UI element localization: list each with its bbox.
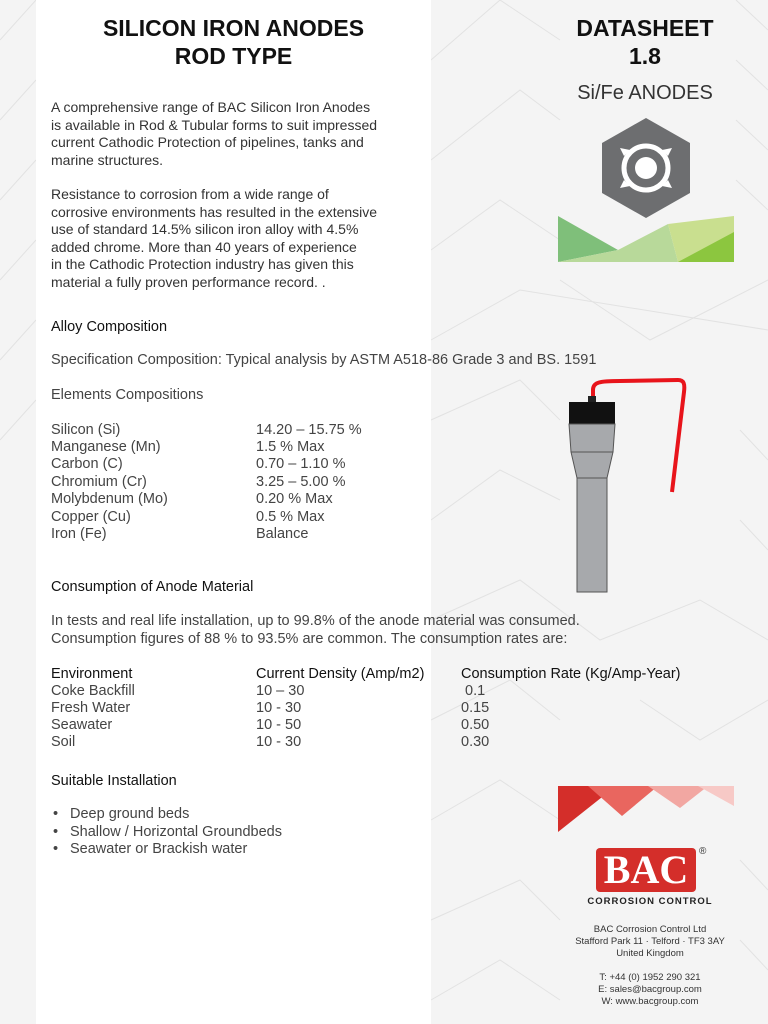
intro-paragraph-1: A comprehensive range of BAC Silicon Iron Anodes is available in Rod & Tubular forms to suit impressed current Cathodic Protection of pipelines, tanks and marine structures. [51,99,378,168]
datasheet-number: DATASHEET 1.8 [576,15,714,69]
page-title: SILICON IRON ANODES ROD TYPE [102,15,365,69]
list-item: • Shallow / Horizontal Groundbeds [51,824,282,842]
consumption-heading: Consumption of Anode Material [51,579,254,595]
email-link[interactable]: E: sales@bacgroup.com [598,984,702,995]
anode-hexagon-icon [558,112,734,264]
registered-mark: ® [699,846,707,857]
consumption-text: In tests and real life installation, up to 99.8% of the anode material was consumed. Consumption figures of 88 % to 93.5% are common. The consumption rates are: [51,613,580,647]
installation-heading: Suitable Installation [51,773,177,789]
anode-rod-illustration [560,372,690,596]
list-item: • Seawater or Brackish water [51,841,282,859]
website-link[interactable]: W: www.bacgroup.com [601,996,699,1007]
intro-paragraph-2: Resistance to corrosion from a wide range of corrosive environments has resulted in the extensive use of standard 14.5% silicon iron alloy with 4.5% added chrome. More than 40 years of experience in the Cathodic Protection industry has given this material a fully proven performance record. . [51,186,378,290]
bac-logo: BAC [596,848,696,892]
phone: T: +44 (0) 1952 290 321 [599,972,701,983]
elements-label: Elements Compositions [51,387,204,403]
installation-list [51,806,282,859]
list-item: • Deep ground beds [51,806,282,824]
company-address: BAC Corrosion Control Ltd Stafford Park 11 · Telford · TF3 3AY United Kingdom T: +44 (0) 1952 290 321 E: sales@bacgroup.com W: www.bacgroup.com [560,924,740,1008]
red-banner-shapes [558,786,734,834]
spec-composition: Specification Composition: Typical analysis by ASTM A518-86 Grade 3 and BS. 1591 [51,352,597,368]
alloy-heading: Alloy Composition [51,319,168,335]
product-subtitle: Si/Fe ANODES [577,82,713,104]
company-tagline: CORROSION CONTROL [587,896,713,907]
